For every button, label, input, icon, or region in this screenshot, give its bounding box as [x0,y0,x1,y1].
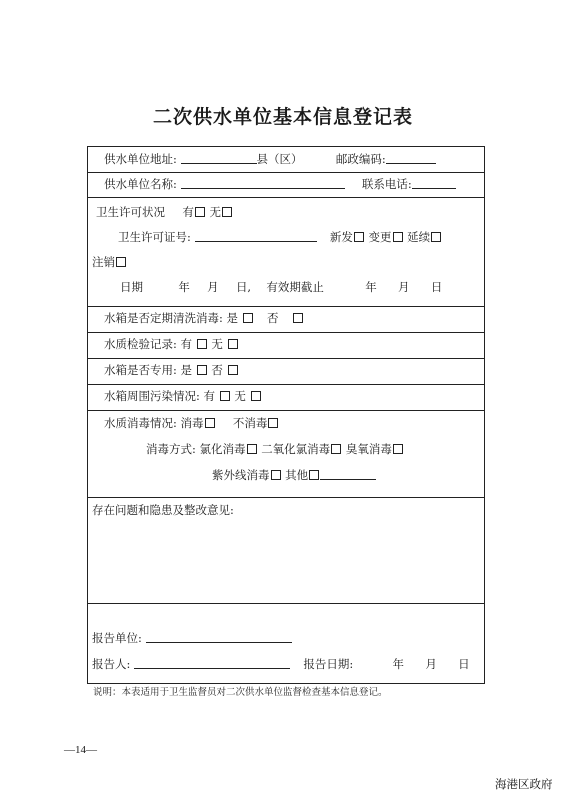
tank-cleaning-no-checkbox[interactable] [293,313,303,323]
postal-code-field[interactable] [386,152,436,164]
page-number: —14— [64,744,97,756]
disinfection-section [88,410,484,498]
water-test-yes-checkbox[interactable] [197,339,207,349]
issue-month-label: 月 [207,280,219,294]
license-yes-checkbox[interactable] [195,207,205,217]
report-unit-field[interactable] [146,631,292,643]
chlorine-dioxide-label: 二氧化氯消毒 [261,442,331,456]
tank-pollution-no-checkbox[interactable] [251,391,261,401]
license-no-checkbox[interactable] [222,207,232,217]
tank-pollution-no-label: 无 [234,389,246,403]
water-test-no-label: 无 [211,337,223,351]
tank-cleaning-yes-checkbox[interactable] [243,313,253,323]
postal-code-label: 邮政编码: [335,152,386,166]
report-day-label: 日 [458,657,470,671]
new-checkbox[interactable] [354,232,364,242]
issue-date-label: 日期 [120,280,143,294]
tank-dedicated-no-checkbox[interactable] [228,365,238,375]
reporter-field[interactable] [134,657,290,669]
license-status-label: 卫生许可状况 [96,205,165,219]
disinfect-yes-checkbox[interactable] [205,418,215,428]
tank-dedicated-no-label: 否 [211,363,223,377]
extend-checkbox[interactable] [431,232,441,242]
report-unit-label: 报告单位: [92,631,142,645]
water-test-no-checkbox[interactable] [228,339,238,349]
issues-label: 存在问题和隐患及整改意见: [92,503,234,517]
tank-dedicated-yes-checkbox[interactable] [197,365,207,375]
county-label: 县（区） [256,152,303,166]
chlorine-label: 氯化消毒 [199,442,246,456]
other-checkbox[interactable] [309,470,319,480]
license-no-label: 无 [209,205,221,219]
address-label: 供水单位地址: [104,152,177,166]
valid-day-label: 日 [430,280,443,294]
registration-form [87,146,485,684]
valid-until-label: 有效期截止 [266,280,324,294]
address-row [88,147,484,173]
report-year-label: 年 [392,657,405,671]
tank-cleaning-no-label: 否 [267,311,279,325]
cancel-label: 注销 [92,255,115,269]
uv-label: 紫外线消毒 [212,468,270,482]
source-watermark: 海港区政府 [495,777,553,791]
tank-pollution-row [88,384,484,411]
report-month-label: 月 [425,657,437,671]
chlorine-dioxide-checkbox[interactable] [331,444,341,454]
extend-label: 延续 [407,230,431,244]
form-note: 说明：本表适用于卫生监督员对二次供水单位监督检查基本信息登记。 [93,687,388,698]
disinfect-yes-label: 消毒 [180,416,204,430]
valid-month-label: 月 [398,280,410,294]
other-label: 其他 [285,468,309,482]
other-field[interactable] [320,468,376,480]
water-test-label: 水质检验记录: 有 [104,337,193,351]
tank-dedicated-row [88,358,484,385]
tank-cleaning-label: 水箱是否定期清洗消毒: 是 [104,311,239,325]
license-number-field[interactable] [195,230,317,242]
issues-section [88,497,484,604]
disinfect-no-label: 不消毒 [232,416,268,430]
chlorine-checkbox[interactable] [247,444,257,454]
ozone-checkbox[interactable] [393,444,403,454]
phone-label: 联系电话: [361,177,412,191]
license-yes-label: 有 [182,205,194,219]
report-section [88,603,484,685]
issue-year-label: 年 [178,280,190,294]
cancel-checkbox[interactable] [116,257,126,267]
uv-checkbox[interactable] [271,470,281,480]
address-field[interactable] [181,152,257,164]
change-label: 变更 [368,230,392,244]
method-label: 消毒方式: [146,442,196,456]
phone-field[interactable] [412,177,456,189]
license-number-label: 卫生许可证号: [118,230,191,244]
ozone-label: 臭氧消毒 [345,442,392,456]
unit-name-label: 供水单位名称: [104,177,177,191]
water-test-row [88,332,484,359]
tank-cleaning-row [88,306,484,333]
issue-day-label: 日, [235,280,252,294]
report-date-label: 报告日期: [303,657,354,671]
valid-year-label: 年 [365,280,377,294]
tank-pollution-yes-checkbox[interactable] [220,391,230,401]
unit-name-field[interactable] [181,177,345,189]
issues-textarea[interactable] [92,521,480,599]
unit-name-row [88,172,484,198]
reporter-label: 报告人: [92,657,131,671]
form-title: 二次供水单位基本信息登记表 [152,106,413,128]
change-checkbox[interactable] [393,232,403,242]
new-label: 新发 [329,230,353,244]
tank-pollution-label: 水箱周围污染情况: 有 [104,389,216,403]
tank-dedicated-label: 水箱是否专用: 是 [104,363,193,377]
disinfect-no-checkbox[interactable] [268,418,278,428]
license-section [88,197,484,307]
disinfection-label: 水质消毒情况: [104,416,177,430]
